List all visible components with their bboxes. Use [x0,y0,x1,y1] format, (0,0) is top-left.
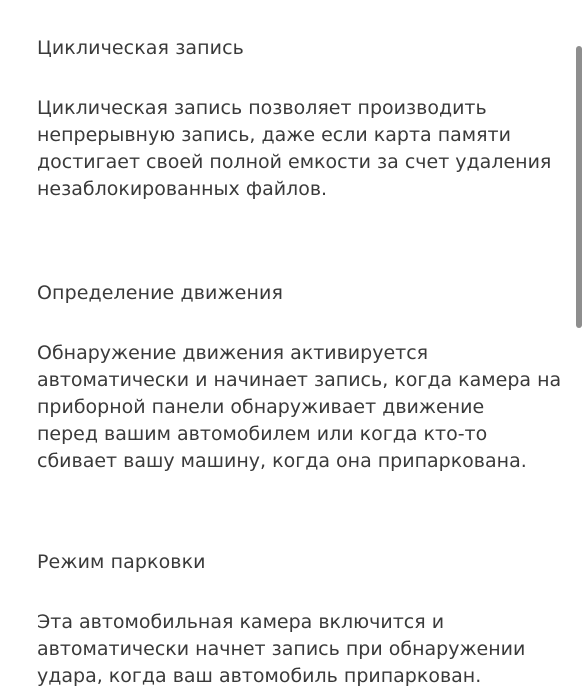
body-line: Эта автомобильная камера включится и [37,611,445,633]
body-line: незаблокированных файлов. [37,178,328,200]
section-heading: Режим парковки [37,551,206,573]
section-parking-mode [37,549,525,690]
body-line: перед вашим автомобилем или когда кто-то [37,423,488,445]
body-line: Циклическая запись позволяет производить [37,97,487,119]
section-motion-detection [37,280,561,475]
body-line: сбивает вашу машину, когда она припаркована. [37,450,527,472]
body-line: непрерывную запись, даже если карта памяти [37,124,511,146]
section-heading: Определение движения [37,282,283,304]
body-line: автоматически и начинает запись, когда камера на [37,369,562,391]
section-body [37,95,551,203]
section-loop-recording [37,35,551,203]
body-line: достигает своей полной емкости за счет удаления [37,151,552,173]
body-line: удара, когда ваш автомобиль припаркован. [37,665,482,687]
body-line: Обнаружение движения активируется [37,342,429,364]
section-heading: Циклическая запись [37,37,244,59]
section-body [37,340,561,475]
body-line: автоматически начнет запись при обнаружении [37,638,526,660]
vertical-scrollbar[interactable] [576,46,582,328]
body-line: приборной панели обнаруживает движение [37,396,485,418]
section-body [37,609,525,690]
